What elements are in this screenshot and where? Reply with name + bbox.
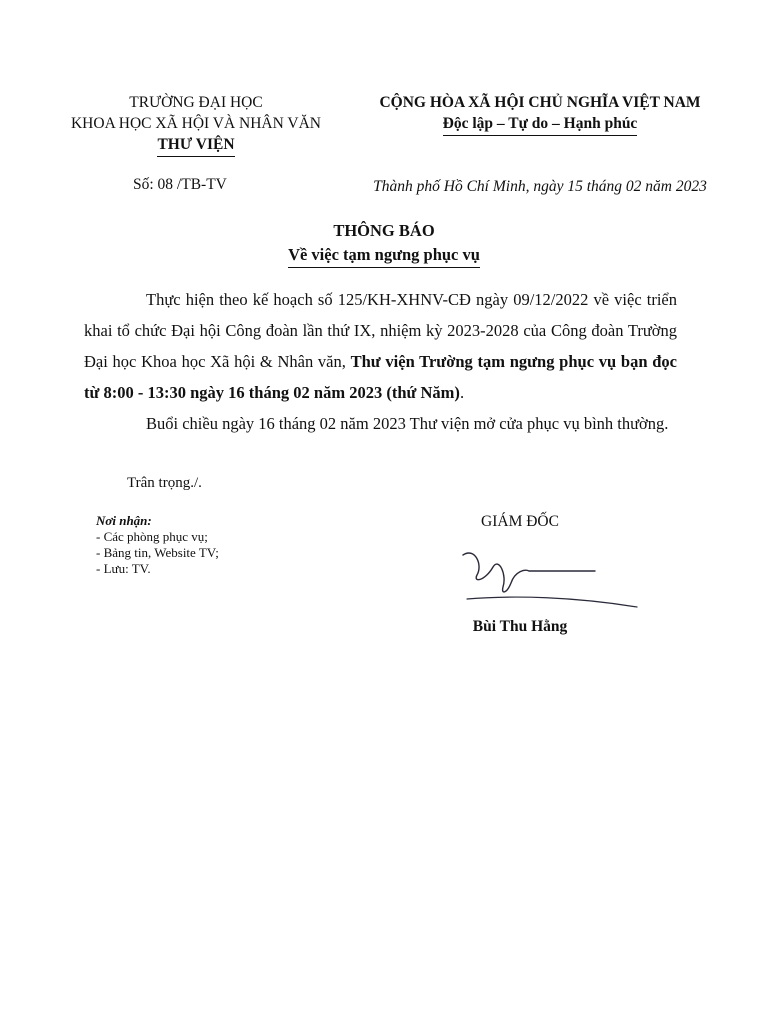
document-subtitle: Về việc tạm ngưng phục vụ xyxy=(288,243,480,268)
para1-end: . xyxy=(459,383,465,402)
document-number: Số: 08 /TB-TV xyxy=(133,176,227,193)
signer-name: Bùi Thu Hằng xyxy=(472,618,568,635)
title-block xyxy=(0,219,768,268)
university-line: TRƯỜNG ĐẠI HỌC xyxy=(129,94,263,111)
para1-plain: Thực hiện theo kế hoạch số 125/KH-XHNV-CĐ ngày 09/12/2022 về việc triển khai tổ chức Đại hội Công đoàn lần thứ IX, nhiệm kỳ 2023-2028 của Công đoàn Trường Đại học Khoa học Xã hội & Nhân văn, xyxy=(84,290,677,371)
body-paragraph-1 xyxy=(84,284,677,408)
library-name: THƯ VIỆN xyxy=(157,134,234,157)
recipient-item: - Các phòng phục vụ; xyxy=(96,529,208,544)
place-date: Thành phố Hồ Chí Minh, ngày 15 tháng 02 năm 2023 xyxy=(373,178,707,195)
national-title: CỘNG HÒA XÃ HỘI CHỦ NGHĨA VIỆT NAM xyxy=(379,94,701,111)
faculty-line: KHOA HỌC XÃ HỘI VÀ NHÂN VĂN xyxy=(70,115,321,132)
header-right xyxy=(352,92,728,136)
para2-text: Buổi chiều ngày 16 tháng 02 năm 2023 Thư viện mở cửa phục vụ bình thường. xyxy=(146,414,669,433)
regards: Trân trọng./. xyxy=(127,475,202,491)
document-title: THÔNG BÁO xyxy=(333,221,435,240)
national-motto: Độc lập – Tự do – Hạnh phúc xyxy=(443,113,638,136)
library-line xyxy=(40,134,352,157)
recipients-label: Nơi nhận: xyxy=(96,513,152,528)
recipient-item: - Bảng tin, Website TV; xyxy=(96,545,219,560)
signer-title: GIÁM ĐỐC xyxy=(481,513,559,530)
body-paragraph-2 xyxy=(84,408,677,439)
header-left xyxy=(40,92,352,157)
para1-bold: Thư viện Trường tạm ngưng phục vụ bạn đọc từ 8:00 - 13:30 ngày 16 tháng 02 năm 2023 (thứ Năm) xyxy=(84,352,677,402)
recipients xyxy=(96,513,219,577)
handwritten-signature xyxy=(455,545,645,615)
recipient-item: - Lưu: TV. xyxy=(96,561,151,576)
